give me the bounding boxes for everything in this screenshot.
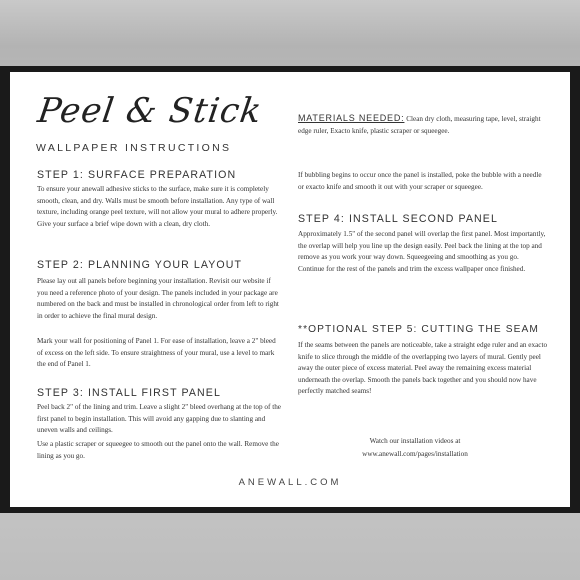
step1-text: To ensure your anewall adhesive sticks to the surface, make sure it is completely smooth, clean, and dry. Walls must be smooth before installation. Any type of wall texture, including orange peel texture, will not allow your mural to adhere properly. Give your surface a brief wipe down with a clean, dry cloth. bbox=[37, 185, 278, 228]
step4-text: Approximately 1.5" of the second panel will overlap the first panel. Most importantly, the overlap will help you line up the design easily. Peel back the lining at the top and remove as you work your way down. Squeegeeing and smoothing as you go. Continue for the rest of the panels and trim the excess wallpaper once finished. bbox=[298, 230, 546, 273]
videos-line-1: Watch our installation videos at bbox=[369, 437, 461, 445]
step3-text-2: Use a plastic scraper or squeegee to smooth out the panel onto the wall. Remove the lining as you go. bbox=[37, 440, 279, 460]
step4-heading: STEP 4: INSTALL SECOND PANEL bbox=[298, 213, 498, 225]
step3-text-1: Peel back 2" of the lining and trim. Leave a slight 2" bleed overhang at the top of the first panel to begin installation. This will avoid any gapping due to slanting and uneven walls and ceilings. bbox=[37, 403, 281, 435]
materials-text: Clean dry cloth, measuring tape, level, straight edge ruler, Exacto knife, plastic scraper or squeegee. bbox=[298, 115, 541, 135]
step5-heading: **OPTIONAL STEP 5: CUTTING THE SEAM bbox=[298, 324, 539, 335]
materials-block bbox=[298, 113, 544, 137]
materials-heading: MATERIALS NEEDED: bbox=[298, 113, 405, 123]
step2-heading: STEP 2: PLANNING YOUR LAYOUT bbox=[37, 259, 243, 271]
step1-heading: STEP 1: SURFACE PREPARATION bbox=[37, 169, 237, 181]
footer-site: ANEWALL.COM bbox=[238, 477, 342, 488]
step3-heading: STEP 3: INSTALL FIRST PANEL bbox=[37, 387, 221, 399]
instruction-sheet bbox=[10, 72, 570, 507]
bubbling-text: If bubbling begins to occur once the panel is installed, poke the bubble with a needle or exacto knife and smooth it out with your scraper or squeegee. bbox=[298, 171, 542, 191]
step2-text-1: Please lay out all panels before beginning your installation. Revisit our website if you need a reference photo of your design. The panels included in your package are numbered on the back and must be installed in chronological order from left to right in order to achieve the final mural design. bbox=[37, 277, 279, 320]
step5-text: If the seams between the panels are noticeable, take a straight edge ruler and an exacto knife to slice through the middle of the overlapping two layers of mural. Gently peel away the outer piece of excess material. Peel away the remaining excess material underneath the overlap. Smooth the panels back together and you should now have perfectly matched seams! bbox=[298, 341, 548, 396]
step2-text-2: Mark your wall for positioning of Panel 1. For ease of installation, leave a 2" bleed of excess on the left side. To ensure straightness of your mural, use a level to mark the end of Panel 1. bbox=[37, 337, 276, 369]
logo-subtitle: WALLPAPER INSTRUCTIONS bbox=[36, 142, 232, 154]
videos-line-2: www.anewall.com/pages/installation bbox=[362, 450, 468, 458]
logo-script-title: Peel & Stick bbox=[35, 91, 265, 131]
